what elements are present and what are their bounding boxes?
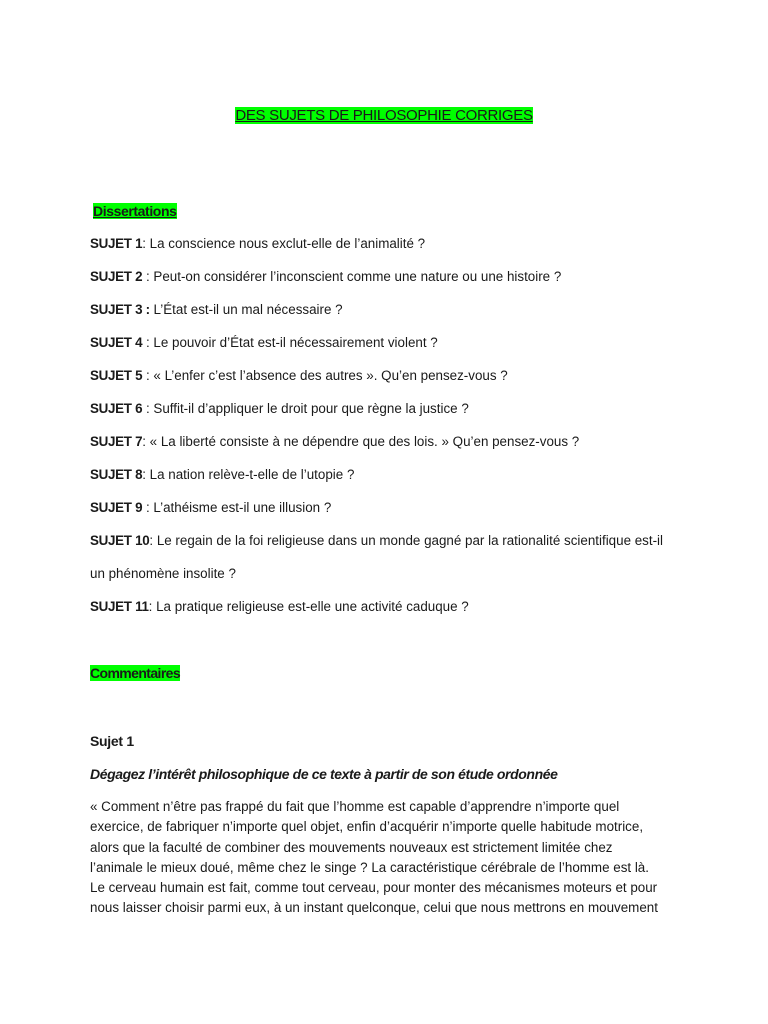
subject-text: : L’athéisme est-il une illusion ? <box>142 500 332 515</box>
subject-text: : Suffit-il d’appliquer le droit pour que règne la justice ? <box>142 401 469 416</box>
quote-line: nous laisser choisir parmi eux, à un instant quelconque, celui que nous mettrons en mouvement <box>90 900 658 916</box>
subject-label: SUJET 10 <box>90 533 150 548</box>
dissertations-heading <box>93 203 177 219</box>
subject-label: SUJET 9 <box>90 500 143 515</box>
subject-item <box>90 368 508 383</box>
document-title <box>0 107 768 124</box>
subject-text: : « La liberté consiste à ne dépendre que des lois. » Qu’en pensez-vous ? <box>142 434 580 449</box>
subject-text: : « L’enfer c’est l’absence des autres ». Qu’en pensez-vous ? <box>142 368 508 383</box>
subject-text: : Le pouvoir d’État est-il nécessairement violent ? <box>142 335 438 350</box>
subject-label: SUJET 2 <box>90 269 143 284</box>
document-title-text: DES SUJETS DE PHILOSOPHIE CORRIGES <box>235 107 533 124</box>
subject-item <box>90 533 663 548</box>
quote-line: exercice, de fabriquer n’importe quel objet, enfin d’acquérir n’importe quelle habitude motrice, <box>90 819 644 835</box>
sujet1-heading: Sujet 1 <box>90 733 134 749</box>
subject-item <box>90 467 354 482</box>
commentary-instruction: Dégagez l’intérêt philosophique de ce texte à partir de son étude ordonnée <box>90 766 558 782</box>
subject-continuation: un phénomène insolite ? <box>90 566 236 581</box>
subject-label: SUJET 5 <box>90 368 143 383</box>
subject-item <box>90 269 561 284</box>
subject-label: SUJET 3 : <box>90 302 150 317</box>
subject-text: : La pratique religieuse est-elle une activité caduque ? <box>148 599 469 614</box>
quote-line: « Comment n’être pas frappé du fait que l’homme est capable d’apprendre n’importe quel <box>90 799 620 814</box>
quote-line: l’animale le mieux doué, même chez le singe ? La caractéristique cérébrale de l’homme est là. <box>90 859 649 875</box>
dissertations-heading-text: Dissertations <box>93 203 177 219</box>
subject-text: : Peut-on considérer l’inconscient comme une nature ou une histoire ? <box>142 269 562 284</box>
subject-label: SUJET 4 <box>90 335 143 350</box>
subject-label: SUJET 6 <box>90 401 143 416</box>
subject-label: SUJET 7 <box>90 434 143 449</box>
subject-text: L’État est-il un mal nécessaire ? <box>149 302 343 317</box>
subject-item <box>90 434 579 449</box>
subject-text: : Le regain de la foi religieuse dans un monde gagné par la rationalité scientifique est-il <box>149 533 664 548</box>
subject-item <box>90 500 331 515</box>
subject-item <box>90 599 469 614</box>
subject-item <box>90 236 425 251</box>
subject-text: : La nation relève-t-elle de l’utopie ? <box>142 467 355 482</box>
subject-text: : La conscience nous exclut-elle de l’animalité ? <box>142 236 426 251</box>
subject-item <box>90 335 438 350</box>
quote-line: Le cerveau humain est fait, comme tout cerveau, pour monter des mécanismes moteurs et pour <box>90 880 658 896</box>
subject-item <box>90 302 343 317</box>
commentary-quote <box>90 797 690 919</box>
subject-item <box>90 401 469 416</box>
commentaires-heading-text: Commentaires <box>90 665 181 681</box>
quote-line: alors que la faculté de combiner des mouvements nouveaux est strictement limitée chez <box>90 839 613 855</box>
commentaires-heading <box>90 665 180 681</box>
subject-label: SUJET 11 <box>90 599 149 614</box>
subject-label: SUJET 1 <box>90 236 143 251</box>
subject-label: SUJET 8 <box>90 467 143 482</box>
